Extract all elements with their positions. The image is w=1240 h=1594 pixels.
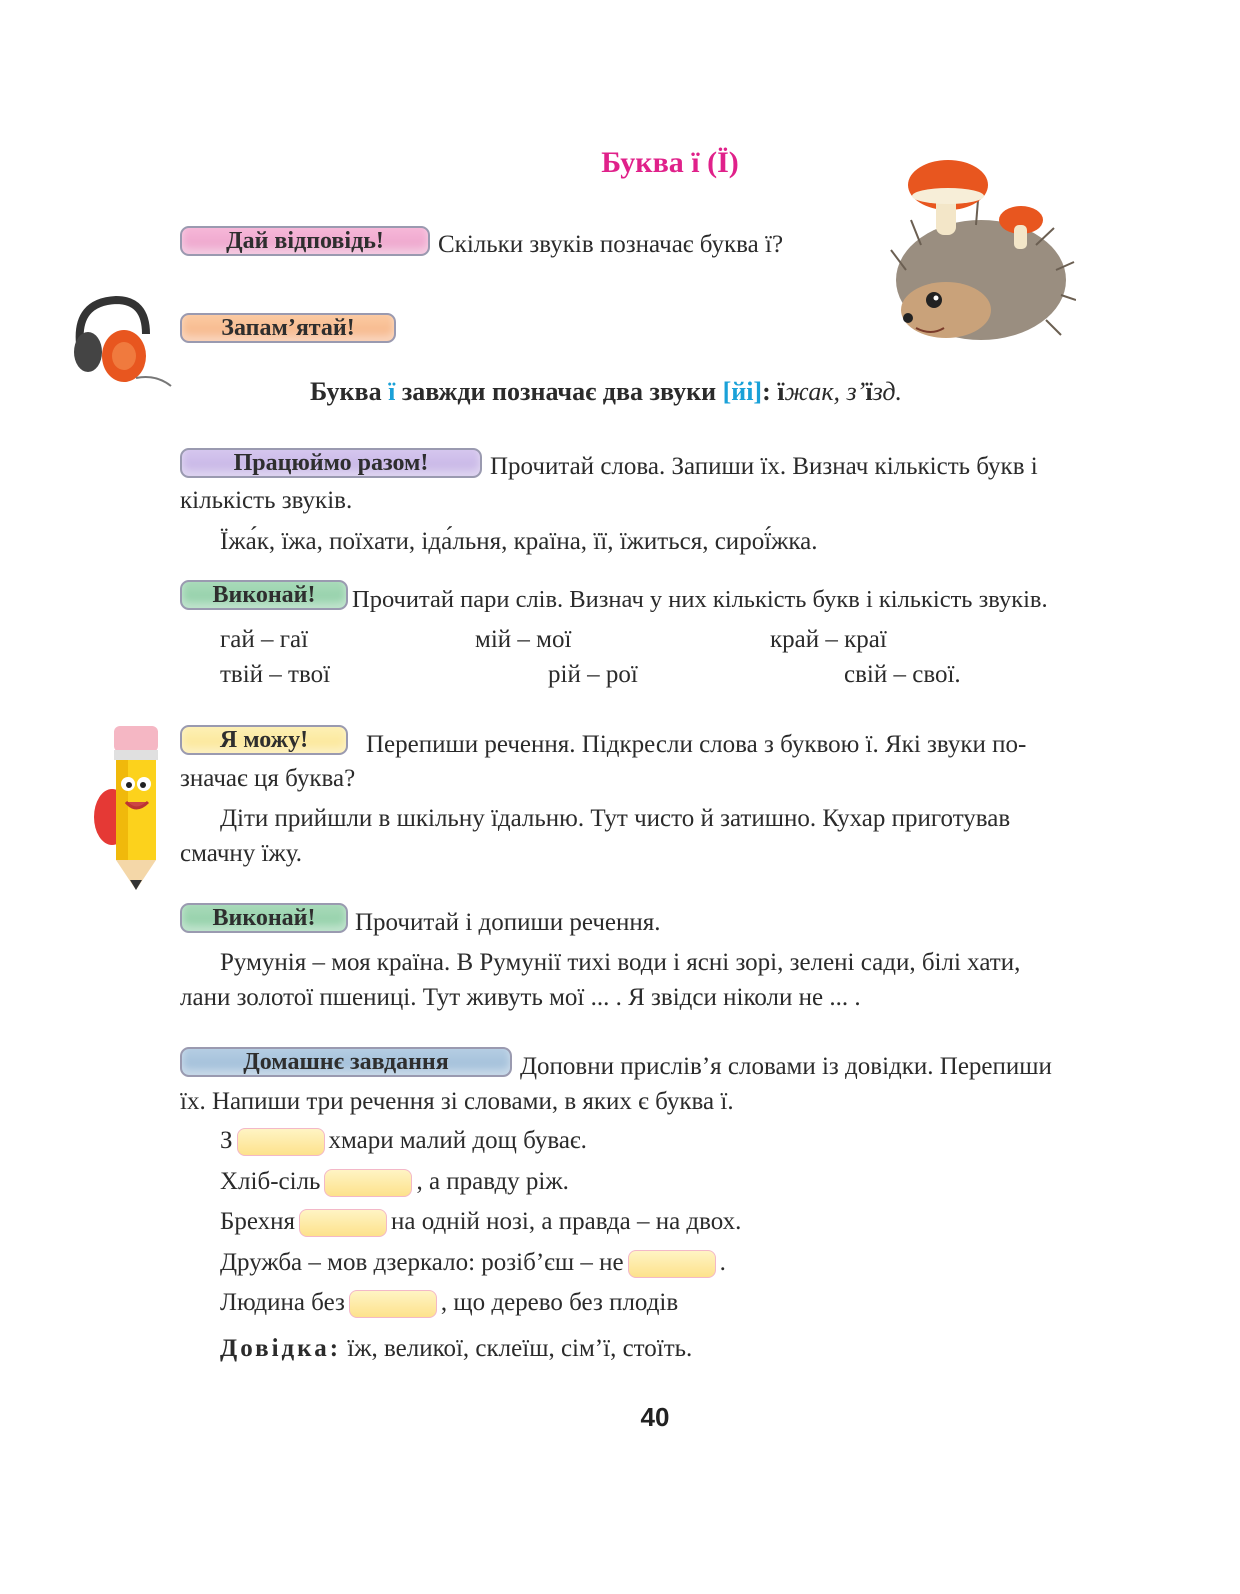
homework-instruction-1: Доповни прислів’я словами із довідки. Перепиши xyxy=(520,1053,1052,1080)
proverb-2-blank[interactable] xyxy=(324,1169,412,1197)
do1-pair-5: рій – рої xyxy=(548,661,638,688)
reference-label: Довідка: xyxy=(220,1335,342,1362)
together-instruction-1: Прочитай слова. Запиши їх. Визнач кількість букв і xyxy=(490,453,1038,480)
proverb-4: Дружба – мов дзеркало: розіб’єш – не . xyxy=(220,1246,726,1280)
together-words: Їжа́к, їжа, поїхати, іда́льня, країна, її, їжиться, сирої́жка. xyxy=(220,528,818,555)
do1-pair-3: край – краї xyxy=(770,626,887,653)
do1-pair-2: мій – мої xyxy=(475,626,572,653)
ican-instruction-2: значає ця буква? xyxy=(180,765,356,792)
tag-answer: Дай відповідь! xyxy=(180,226,430,256)
page-number: 40 xyxy=(640,1402,670,1432)
do1-pair-6: свій – свої. xyxy=(844,661,961,688)
proverb-5: Людина без , що дерево без плодів xyxy=(220,1286,678,1320)
proverb-2: Хліб-сіль , а правду ріж. xyxy=(220,1165,569,1199)
proverb-3-blank[interactable] xyxy=(299,1209,387,1237)
tag-do-2: Виконай! xyxy=(180,903,348,933)
together-instruction-2: кількість звуків. xyxy=(180,487,353,514)
tag-together: Працюймо разом! xyxy=(180,448,482,478)
ican-text-1: Діти прийшли в шкільну їдальню. Тут чисто й затишно. Кухар приготував xyxy=(220,805,1011,832)
answer-question: Скільки звуків позначає буква ї? xyxy=(438,231,784,258)
proverb-3: Брехня на одній нозі, а правда – на двох. xyxy=(220,1205,741,1239)
do1-instruction: Прочитай пари слів. Визнач у них кількість букв і кількість звуків. xyxy=(352,586,1048,613)
homework-instruction-2: їх. Напиши три речення зі словами, в яких є буква ї. xyxy=(180,1088,734,1115)
page-title: Буква ї (Ї) xyxy=(601,146,739,179)
do1-pair-4: твій – твої xyxy=(220,661,331,688)
ican-instruction-1: Перепиши речення. Підкресли слова з буквою ї. Які звуки по- xyxy=(366,731,1027,758)
proverb-4-blank[interactable] xyxy=(628,1250,716,1278)
proverb-1: З хмари малий дощ буває. xyxy=(220,1124,587,1158)
tag-i-can: Я можу! xyxy=(180,725,348,755)
reference-words: Довідка: їж, великої, склеїш, сім’ї, стоїть. xyxy=(220,1335,693,1362)
do2-text-1: Румунія – моя країна. В Румунії тихі води і ясні зорі, зелені сади, білі хати, xyxy=(220,949,1021,976)
rule-text: Буква ї завжди позначає два звуки [йі]: їжак, з’їзд. xyxy=(310,377,903,406)
do1-pair-1: гай – гаї xyxy=(220,626,309,653)
tag-remember: Запам’ятай! xyxy=(180,313,396,343)
proverb-1-blank[interactable] xyxy=(237,1128,325,1156)
tag-homework: Домашнє завдання xyxy=(180,1047,512,1077)
proverb-5-blank[interactable] xyxy=(349,1290,437,1318)
do2-text-2: лани золотої пшениці. Тут живуть мої ... . Я звідси ніколи не ... . xyxy=(180,984,861,1011)
tag-do-1: Виконай! xyxy=(180,580,348,610)
ican-text-2: смачну їжу. xyxy=(180,840,303,867)
do2-instruction: Прочитай і допиши речення. xyxy=(355,909,661,936)
pencil-mascot-icon xyxy=(92,722,172,894)
hedgehog-illustration xyxy=(886,150,1076,345)
headphones-icon xyxy=(66,294,176,392)
